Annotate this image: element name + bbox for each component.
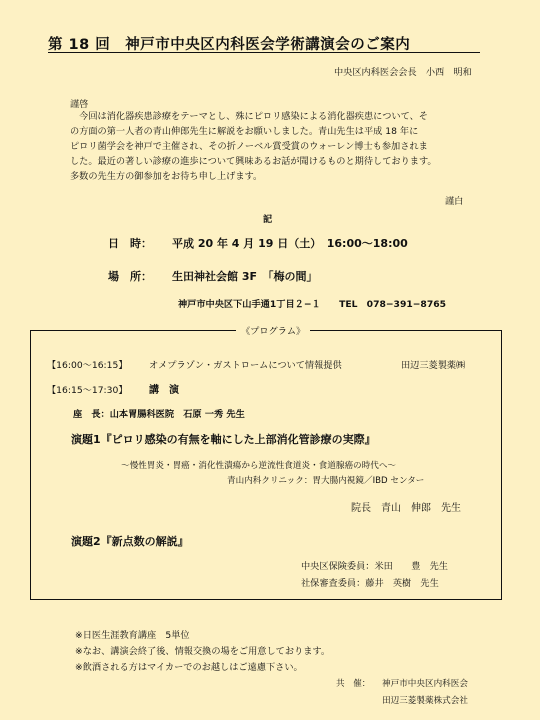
slot2-label: 講 演	[149, 385, 179, 396]
title-underline	[48, 52, 480, 53]
body-line: 今回は消化器疾患診療をテーマとし、殊にピロリ感染による消化器疾患について、そ	[70, 111, 428, 122]
body-text	[70, 109, 437, 184]
note-1: ※日医生涯教育講座 5単位	[75, 630, 190, 641]
slot1-company: 田辺三菱製薬㈱	[401, 360, 466, 371]
venue-value: 生田神社会館 3F 「梅の間」	[172, 270, 318, 283]
slot1-time: 【16:00～16:15】	[47, 360, 128, 371]
datetime-value: 平成 20 年 4 月 19 日（土） 16:00～18:00	[172, 237, 408, 250]
note-2: ※なお、講演会終了後、情報交換の場をご用意しております。	[75, 646, 331, 657]
sponsor-org-1: 神戸市中央区内科医会	[382, 679, 468, 689]
talk1-subtitle: ～慢性胃炎・胃癌・消化性潰瘍から逆流性食道炎・食道腺癌の時代へ～	[121, 461, 397, 471]
talk2-speaker-2: 社保審査委員：藤井 英樹 先生	[301, 578, 439, 589]
page-title: 第 18 回 神戸市中央区内科医会学術講演会のご案内	[48, 37, 411, 53]
talk1-title: 演題1『ピロリ感染の有無を軸にした上部消化管診療の実際』	[71, 433, 376, 446]
body-line: した。最近の著しい診療の進歩について興味あるお話が聞けるものと期待しております。	[70, 156, 437, 167]
greeting-open: 謹啓	[70, 99, 89, 110]
greeting-close: 謹白	[445, 196, 464, 207]
sponsor-org-2: 田辺三菱製薬株式会社	[382, 696, 468, 706]
venue-label: 場 所：	[108, 270, 152, 283]
program-heading: 《プログラム》	[236, 323, 310, 337]
program-box	[30, 326, 502, 600]
slot1-topic: オメプラゾン・ガストロームについて情報提供	[149, 360, 342, 371]
sender: 中央区内科医会会長 小西 明和	[334, 67, 472, 78]
talk2-speaker-1: 中央区保険委員：米田 豊 先生	[301, 561, 448, 572]
body-line: の方面の第一人者の青山伸郎先生に解説をお願いしました。青山先生は平成 18 年に	[70, 126, 419, 137]
note-3: ※飲酒される方はマイカーでのお越しはご遠慮下さい。	[75, 662, 303, 673]
datetime-label: 日 時：	[108, 237, 152, 250]
talk1-speaker: 院長 青山 伸郎 先生	[351, 503, 461, 514]
chair: 座 長：山本胃腸科医院 石原 一秀 先生	[73, 409, 245, 420]
sponsor-label: 共 催：	[336, 679, 371, 689]
venue-address: 神戸市中央区下山手通1丁目２−１ TEL 078−391−8765	[178, 299, 446, 310]
talk2-title: 演題2『新点数の解説』	[71, 535, 189, 548]
slot2-time: 【16:15～17:30】	[47, 385, 128, 396]
body-line: ピロリ菌学会を神戸で主催され、その折ノーベル賞受賞のウォーレン博士も参加されま	[70, 141, 428, 152]
body-line: 多数の先生方の御参加をお待ち申し上げます。	[70, 171, 263, 182]
ki-heading: 記	[263, 214, 273, 225]
talk1-affiliation: 青山内科クリニック：胃大腸内視鏡／IBD センター	[227, 476, 425, 486]
